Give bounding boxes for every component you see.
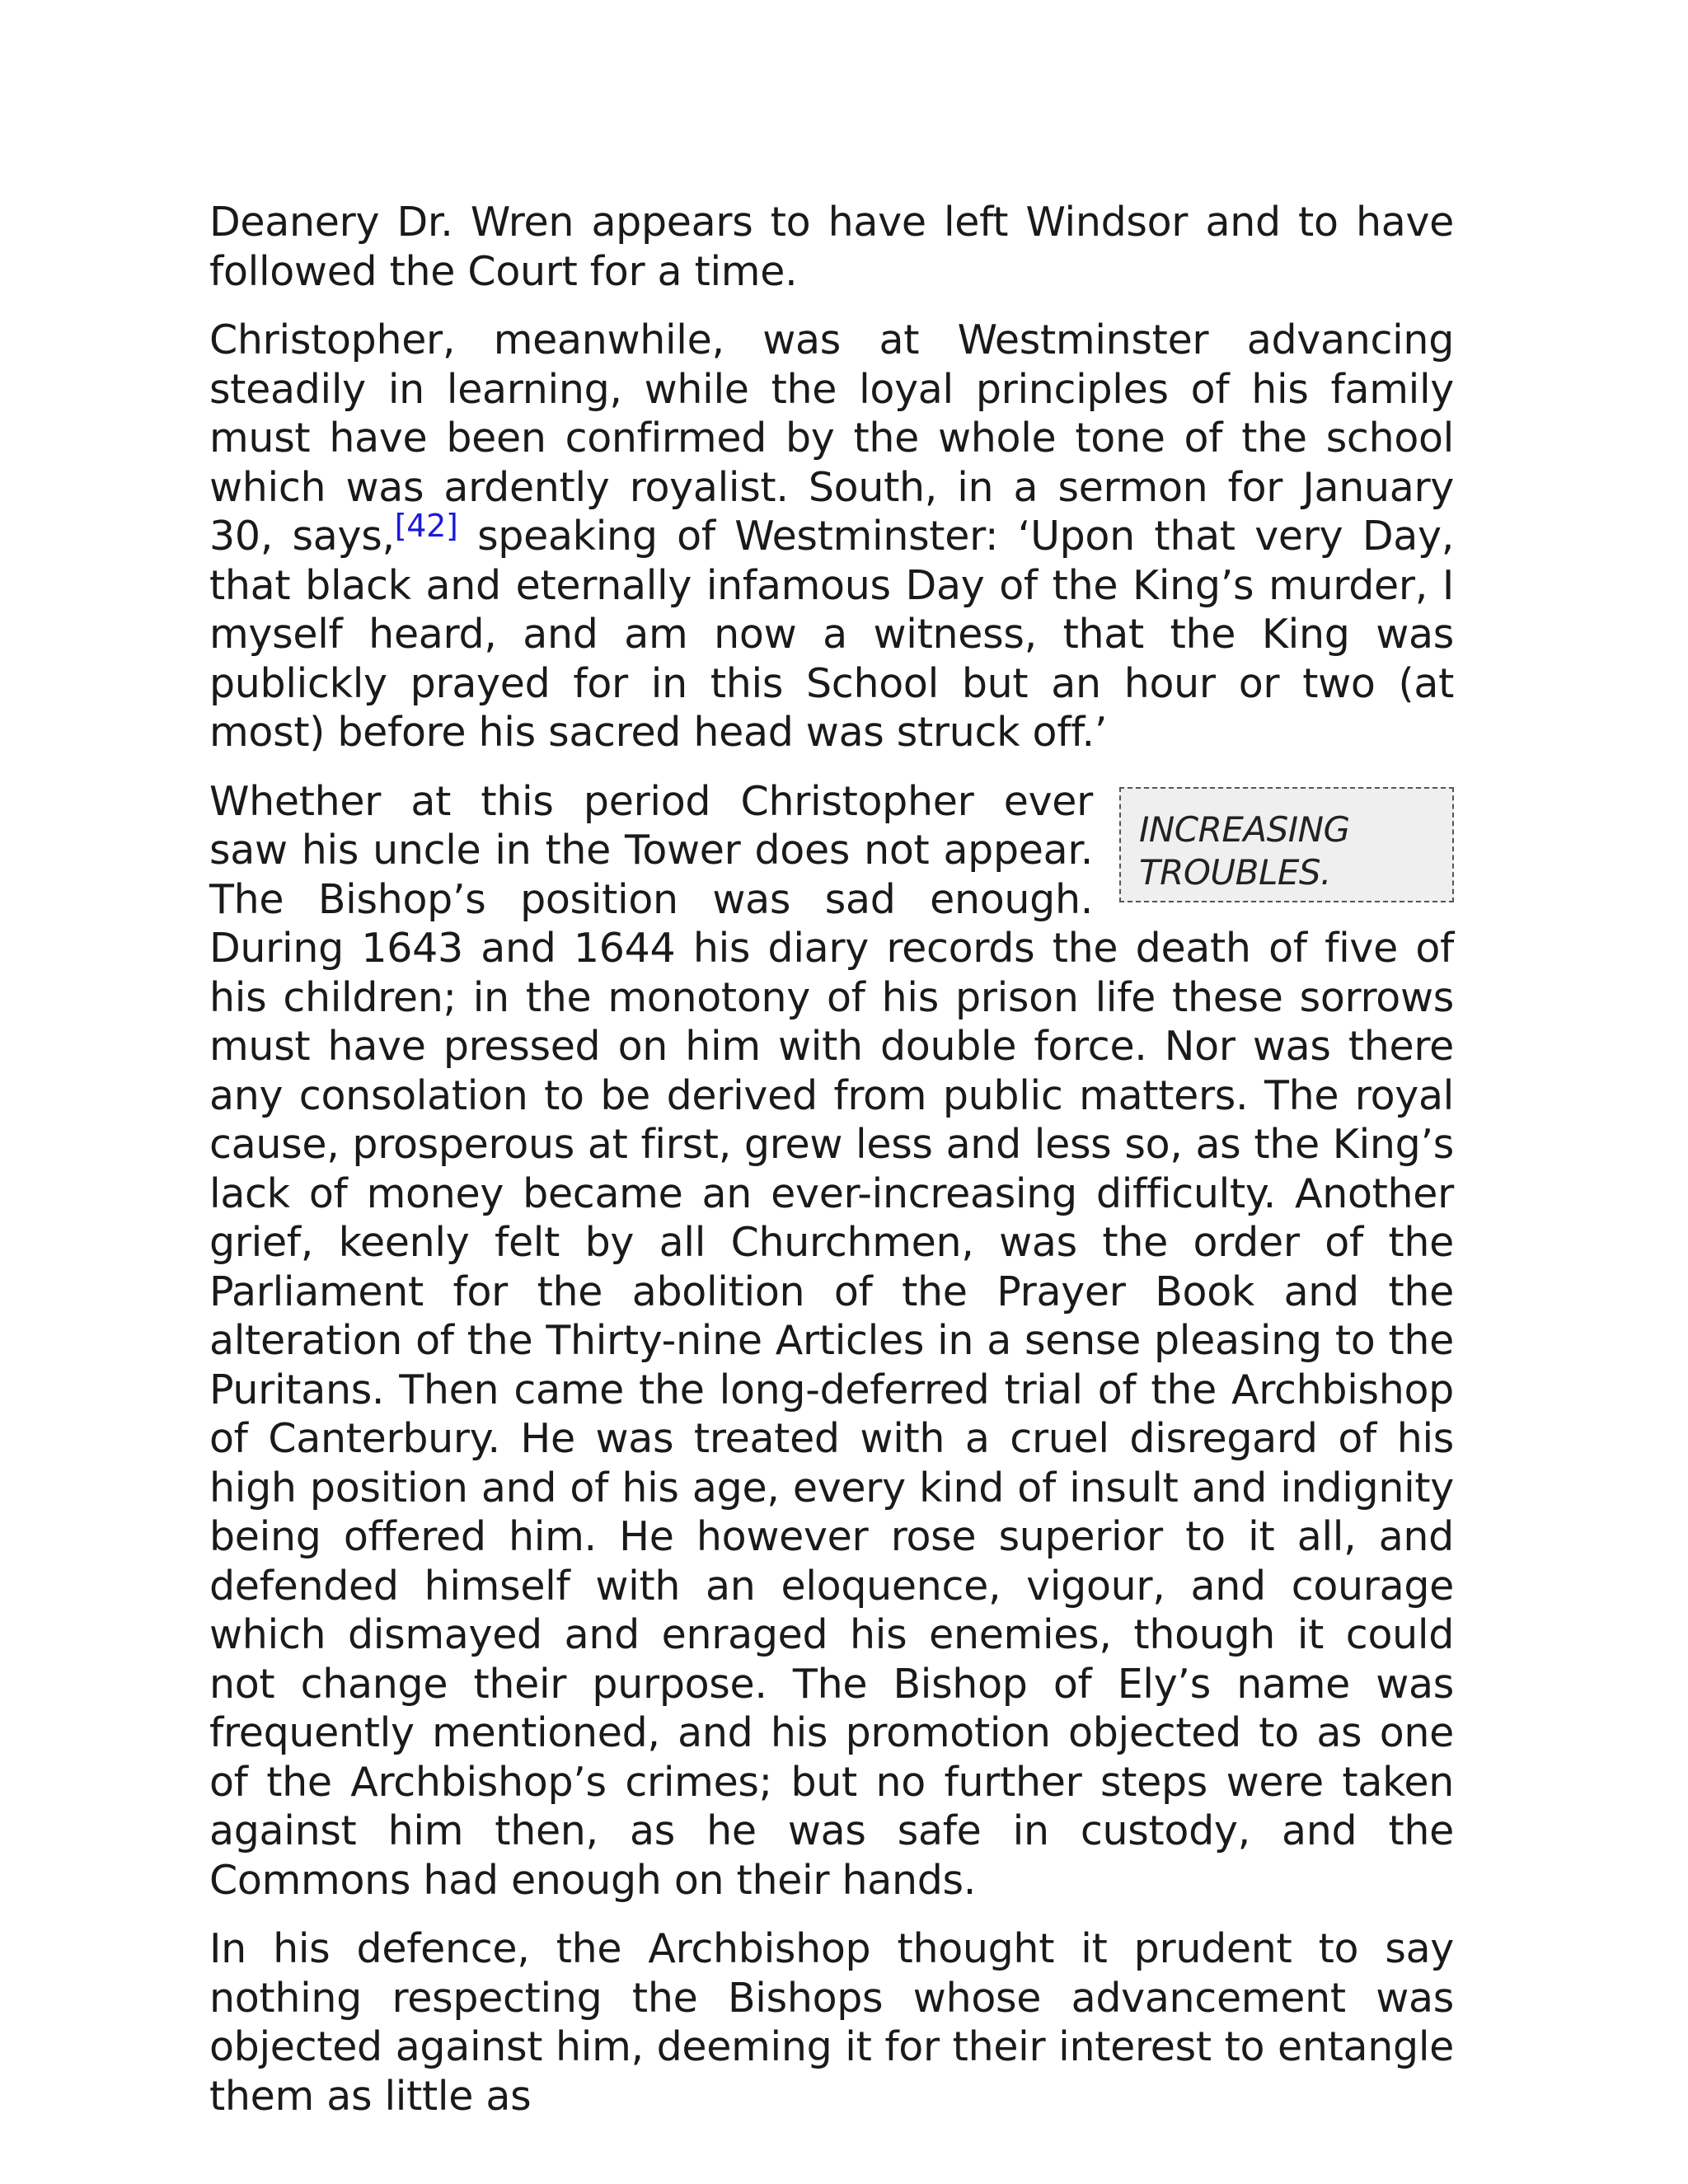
sidenote-increasing-troubles — [1119, 787, 1454, 902]
sidenote-line-2: TROUBLES. — [1139, 851, 1331, 893]
paragraph-2-text-start: Christopher, meanwhile, was at Westminster advancing steadily in learning, while the loyal principles of his family must have been confirmed by the whole tone of the school which was ardently royalist. South, in a sermon for January 30, says, — [209, 316, 1454, 560]
page-body — [209, 198, 1454, 2140]
sidenote-line-1: INCREASING — [1139, 808, 1350, 850]
paragraph-1: Deanery Dr. Wren appears to have left Windsor and to have followed the Court for a time. — [209, 199, 1454, 295]
paragraph-3: Whether at this period Christopher ever saw his uncle in the Tower does not appear. The Bishop’s position was sad enough. During 1643 and 1644 his diary records the death of five of his children; in the monotony of his prison life these sorrows must have pressed on him with double force. Nor was there any consolation to be derived from public matters. The royal cause, prosperous at first, grew less and less so, as the King’s lack of money became an ever-increasing difficulty. Another grief, keenly felt by all Churchmen, was the order of the Parliament for the abolition of the Prayer Book and the alteration of the Thirty-nine Articles in a sense pleasing to the Puritans. Then came the long-deferred trial of the Archbishop of Canterbury. He was treated with a cruel disregard of his high position and of his age, every kind of insult and indignity being offered him. He however rose superior to it all, and defended himself with an eloquence, vigour, and courage which dismayed and enraged his enemies, though it could not change their purpose. The Bishop of Ely’s name was frequently mentioned, and his promotion objected to as one of the Archbishop’s crimes; but no further steps were taken against him then, as he was safe in custody, and the Commons had enough on their hands. — [209, 777, 1454, 1904]
footnote-link-42[interactable]: [42] — [394, 508, 458, 544]
paragraph-2 — [209, 316, 1454, 757]
paragraph-2-text-end: speaking of Westminster: ‘Upon that very Day, that black and eternally infamous Day of the King’s murder, I myself heard, and am now a witness, that the King was publickly prayed for in this School but an hour or two (at most) before his sacred head was struck off.’ — [209, 513, 1454, 756]
paragraph-4: In his defence, the Archbishop thought it prudent to say nothing respecting the Bishops whose advancement was objected against him, deeming it for their interest to entangle them as little as — [209, 1925, 1454, 2120]
